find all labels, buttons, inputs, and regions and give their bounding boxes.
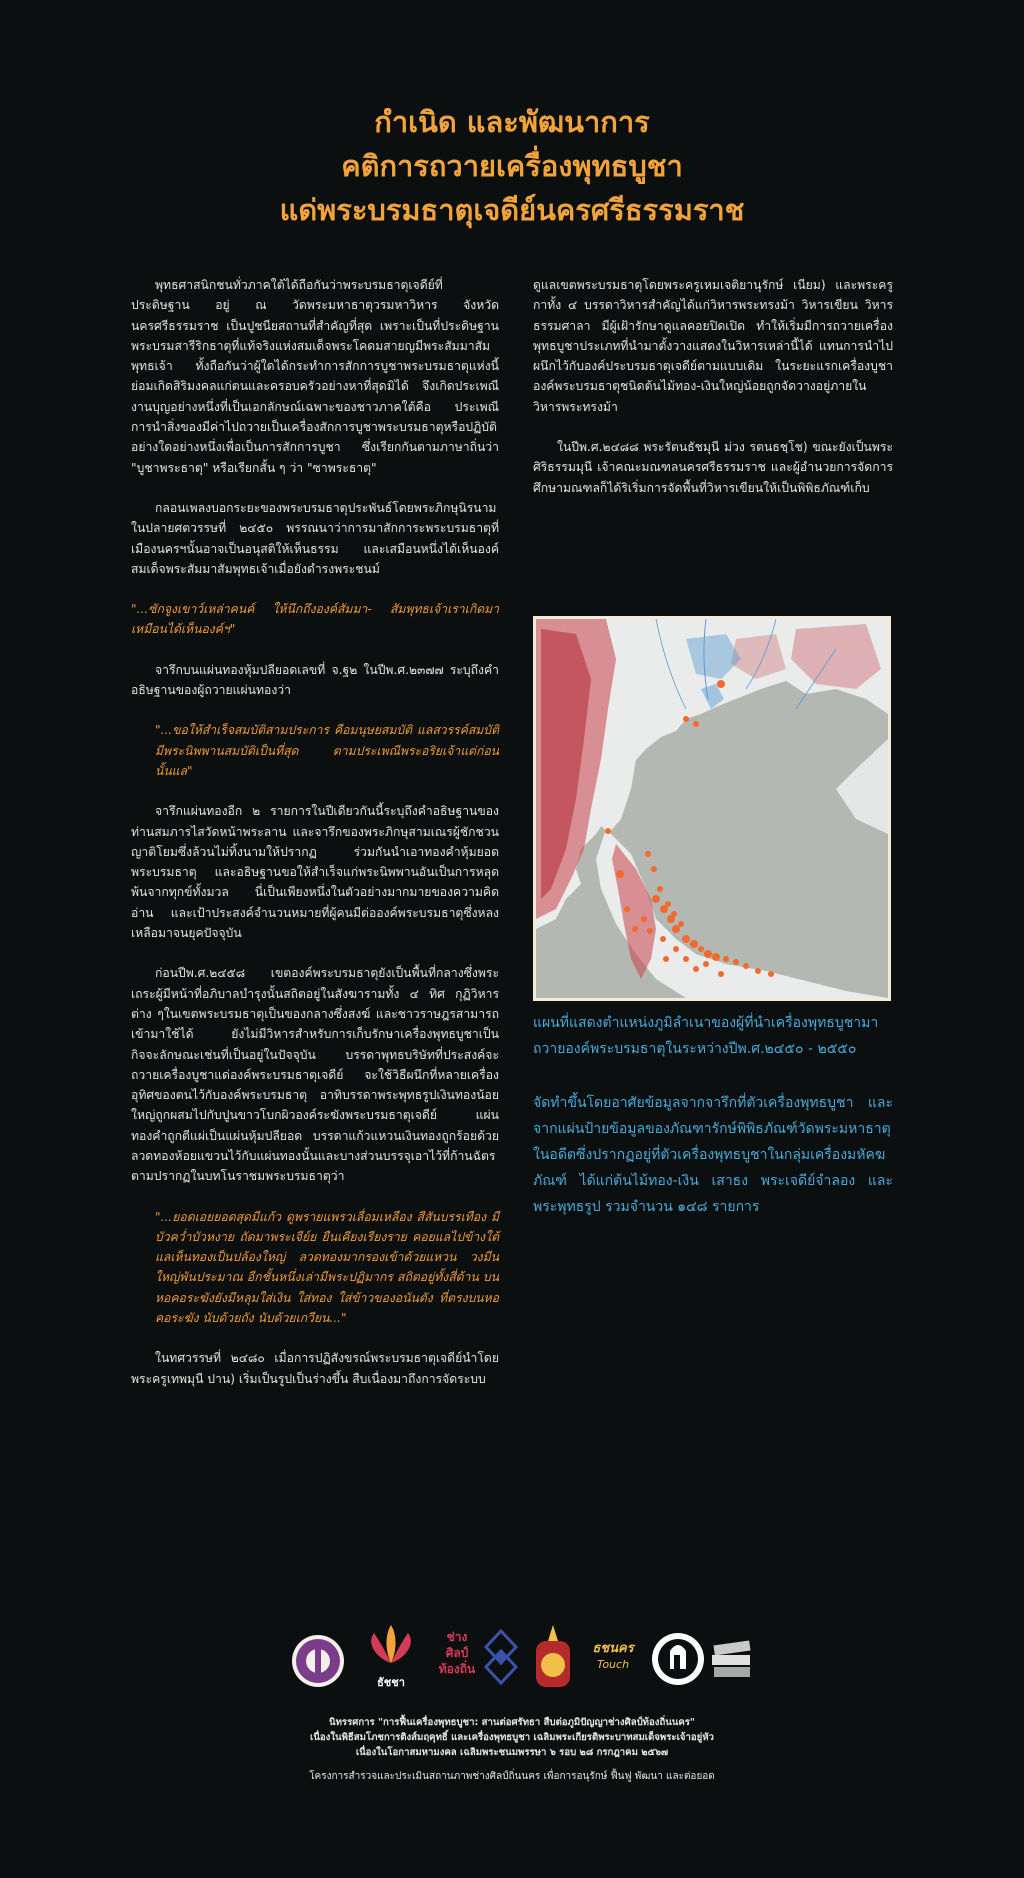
paragraph: กลอนเพลงบอกระยะของพระบรมธาตุประพันธ์โดยพระภิกษุนิรนามในปลายศตวรรษที่ ๒๔๕๐ พรรณนาว่าการมาสักการะพระบรมธาตุที่เมืองนครฯนั้นอาจเป็นอนุสติให้เห็นธรรม และเสมือนหนึ่งได้เห็นองค์สมเด็จพระสัมมาสัมพุทธเจ้าเมื่อยังดำรงพระชนม์ [131,500,499,576]
logo-text: ธชนคร [592,1641,634,1656]
logo-text: ท้องถิ่น [438,1662,476,1676]
page-title [0,100,1024,232]
quote-nora-verse: "...ยอดเอยยอดสุดมีแก้ว ดูพรายแพรวเลื่อมเหลือง สีสันบรรเทือง มีบัวคว่ำบัวหงาย ถัดมาพระเจีย์ย ยืนเคียงเรียงราย คอยแลไปข้างใต้ แลเห็นทองเป็นปล้องใหญ่ ลวดทองมากรองเข้าด้วยแหวน วงมีนใหญ่พันประมาณ อีกชั้นหนึ่งเล่ามีพระปฏิมากร สถิตอยู่ทั้งสี่ด้าน บนหอคอระฆังยังมีหลุมใส่เงิน ใส่ทอง ใส่ข้าวของอนันตัง ที่ตรงบนหอคอระฆัง นับด้วยถัง นับด้วยเกวียน..." [155,1209,499,1326]
sponsor-logos [290,1623,734,1691]
paragraph: จารึกแผ่นทองอีก ๒ รายการในปีเดียวกันนี้ระบุถึงคำอธิษฐานของท่านสมภารไสวัดหน้าพระลาน และจารึกของพระภิกษุสามเณรผู้ชักชวนญาติโยมซึ่งล้วนไม่ทิ้งนามให้ปรากฏ ร่วมกันนำเอาทองคำหุ้มยอดพระบรมธาตุ และอธิษฐานขอให้สำเร็จแก่พระนิพพานอันเป็นการหลุดพ้นจากทุกข์ทั้งมวล นี่เป็นเพียงหนึ่งในตัวอย่างมากมายของความคิดอ่าน และเป้าประสงค์จำนวนหมายที่ผู้คนมีต่อองค์พระบรมธาตุซึ่งหลงเหลือมาจนยุคปัจจุบัน [131,804,499,941]
local-craft-logo-text [434,1623,480,1697]
footer-line: นิทรรศการ "การฟื้นเครื่องพุทธบูชา: สานต่อศรัทธา สืบต่อภูมิปัญญาช่างศิลป์ท้องถิ่นนคร" [329,1717,695,1728]
logo-text: ช่าง [446,1630,468,1644]
thatcha-logo [356,1623,426,1691]
craft-pattern-logo [482,1623,520,1691]
thatcha-logo-text: ธัชชา [377,1676,405,1689]
footer-line: เนื่องในโอกาสมหามงคล เฉลิมพระชนมพรรษา ๖ รอบ ๒๘ กรกฎาคม ๒๕๖๗ [355,1747,669,1758]
title-line-2: คติการถวายเครื่องพุทธบูชา [341,149,683,183]
project-info: โครงการสำรวจและประเมินสถานภาพช่างศิลป์ถิ่นนคร เพื่อการอนุรักษ์ ฟื้นฟู พัฒนา และต่อยอด [309,1771,715,1782]
exhibition-info [0,1715,1024,1760]
locations-map [533,616,891,1001]
lotus-icon [356,1623,426,1669]
title-line-1: กำเนิด และพัฒนาการ [374,105,650,139]
map-source-note: จัดทำขึ้นโดยอาศัยข้อมูลจากจารึกที่ตัวเครื่องพุทธบูชา และจากแผ่นป้ายข้อมูลของภัณฑารักษ์พิพิธภัณฑ์วัดพระมหาธาตุในอดีตซึ่งปรากฏอยู่ที่ตัวเครื่องพุทธบูชาในกลุ่มเครื่องมหัคฆภัณฑ์ ได้แก่ต้นไม้ทอง-เงิน เสาธง พระเจดีย์จำลอง และพระพุทธรูป รวมจำนวน ๑๔๘ รายการ [533,1095,893,1215]
royal-emblem-logo [528,1623,578,1691]
title-line-3: แด่พระบรมธาตุเจดีย์นครศรีธรรมราช [279,193,745,227]
map-caption: แผนที่แสดงตำแหน่งภูมิลำเนาของผู้ที่นำเครื่องพุทธบูชามาถวายองค์พระบรมธาตุในระหว่างปีพ.ศ.๒๔๕๐ - ๒๕๕๐ [533,1015,879,1057]
footer-line: เนื่องในพิธีสมโภชการติงส์มฤคุทธิ์ และเครื่องพุทธบูชา เฉลิมพระเกียรติพระบาทสมเด็จพระเจ้าอยู่หัว [310,1732,714,1743]
left-text-column [131,275,499,1389]
paragraph: พุทธศาสนิกชนทั่วภาคใต้ได้ถือกันว่าพระบรมธาตุเจดีย์ที่ประดิษฐาน อยู่ ณ วัดพระมหาธาตุวรมหาวิหาร จังหวัดนครศรีธรรมราช เป็นปูชนียสถานที่สำคัญที่สุด เพราะเป็นที่ประดิษฐานพระบรมสารีริกธาตุที่แท้จริงแห่งสมเด็จพระโคดมสายญมีพระสัมมาสัมพุทธเจ้า ทั้งถือกันว่าผู้ใดได้กระทำการสักการบูชาพระบรมธาตุแห่งนี้ ย่อมเกิดสิริมงคลแก่ตนและครอบครัวอย่างหาที่สุดมิได้ จึงเกิดประเพณีงานบุญอย่างหนึ่งที่เป็นเอกลักษณ์เฉพาะของชาวภาคใต้คือ ประเพณีการนำสิ่งของมีค่าไปถวายเป็นเครื่องสักการบูชาพระบรมธาตุหรือปฏิบัติอย่างใดอย่างหนึ่งเพื่อเป็นการสักการบูชา ซึ่งเรียกกันตามภาษาถิ่นว่า "บูชาพระธาตุ" หรือเรียกสั้น ๆ ว่า "ซาพระธาตุ" [131,278,499,475]
paragraph: ในทศวรรษที่ ๒๔๘๐ เมื่อการปฏิสังขรณ์พระบรมธาตุเจดีย์นำโดยพระครูเทพมุนี ปาน) เริ่มเป็นรูปเป็นร่างขึ้น สืบเนื่องมาถึงการจัดระบบ [131,1351,499,1386]
right-text-column [533,275,893,498]
logo-text: ศิลป์ [445,1646,469,1660]
paragraph: ก่อนปีพ.ศ.๒๔๕๘ เขตองค์พระบรมธาตุยังเป็นพื้นที่กลางซึ่งพระเถระผู้มีหน้าที่อภิบาลบำรุงนั้นสถิตอยู่ในสังฆารามทั้ง ๔ ทิศ กุฏิวิหารต่าง ๆในเขตพระบรมธาตุเป็นของกลางซึ่งสงฆ์ และชาวราษฎรสามารถเข้ามาใช้ได้ ยังไม่มีวิหารสำหรับการเก็บรักษาเครื่องพุทธบูชาเป็นกิจจะลักษณะเช่นที่เป็นอยู่ในปัจจุบัน บรรดาพุทธบริษัทที่ประสงค์จะถวายเครื่องบูชาแด่องค์พระบรมธาตุเจดีย์ จะใช้วิธีผนึกที่หลายเครื่องอุทิศของตนไว้กับองค์พระบรมธาตุ อาทิบรรดาพระพุทธรูปเงินทองน้อยใหญ่ถูกผสมไปกับปูนขาวโบกผิวองค์ระฆังพระบรมธาตุเจดีย์ แผ่นทองคำถูกตีแผ่เป็นแผ่นหุ้มปลียอด บรรดาแก้วแหวนเงินทองถูกร้อยด้วยลวดทองห้อยแขวนไว้กับแผ่นทองนั้นและบางส่วนบรรจุเอาไว้ที่ก้านฉัตร ตามปรากฏในบทโนราชมพระบรมธาตุว่า [131,966,499,1184]
map-graphic [536,619,888,998]
paragraph: จารึกบนแผ่นทองหุ้มปลียอดเลขที่ จ.ฐ๒ ในปีพ.ศ.๒๓๗๗ ระบุถึงคำอธิษฐานของผู้ถวายแผ่นทองว่า [131,662,499,698]
circle-emblem-logo [650,1623,706,1691]
paragraph: ในปีพ.ศ.๒๔๘๘ พระรัตนธัชมุนี ม่วง รตนธชฺโช) ขณะยังเป็นพระศิริธรรมมุนี เจ้าคณะมณฑลนครศรีธรรมราช และผู้อำนวยการจัดการศึกษามณฑลก็ได้ริเริ่มการจัดพื้นที่วิหารเขียนให้เป็นพิพิธภัณฑ์เก็บ [533,440,893,495]
paragraph: ดูแลเขตพระบรมธาตุโดยพระครูเหมเจติยานุรักษ์ เนียม) และพระครูกาทั้ง ๔ บรรดาวิหารสำคัญได้แก่วิหารพระทรงม้า วิหารเขียน วิหารธรรมศาลา มีผู้เฝ้ารักษาดูแลคอยปิดเปิด ทำให้เริ่มมีการถวายเครื่องพุทธบูชาประเภทที่นำมาตั้งวางแสดงในวิหารเหล่านี้ได้ แทนการนำไปผนึกไว้กับองค์ประบรมธาตุเจดีย์ตามแบบเดิม ในระยะแรกเครื่องบูชาองค์พระบรมธาตุชนิดต้นไม้ทอง-เงินใหญ่น้อยถูกจัดวางอยู่ภายในวิหารพระทรงม้า [533,278,893,414]
touch-nakhon-logo [586,1623,640,1705]
books-logo [708,1623,756,1691]
logo-text: Touch [596,1658,630,1671]
university-seal-logo [290,1623,346,1691]
quote-verse: "...ซักจูงเขาว์เหล่าคนค์ ให้นึกถึงองค์สัมมา- สัมพุทธเจ้าเราเกิดมา เหมือนได้เห็นองค์ฯ" [131,602,499,637]
quote-inscription: "...ขอให้สำเร็จสมบัติสามประการ คือมนุษยสมบัติ แลสวรรค์สมบัติ มีพระนิพพานสมบัติเป็นที่สุด ตามประเพณีพระอริยเจ้าแต่ก่อนนั้นแล" [155,723,499,778]
